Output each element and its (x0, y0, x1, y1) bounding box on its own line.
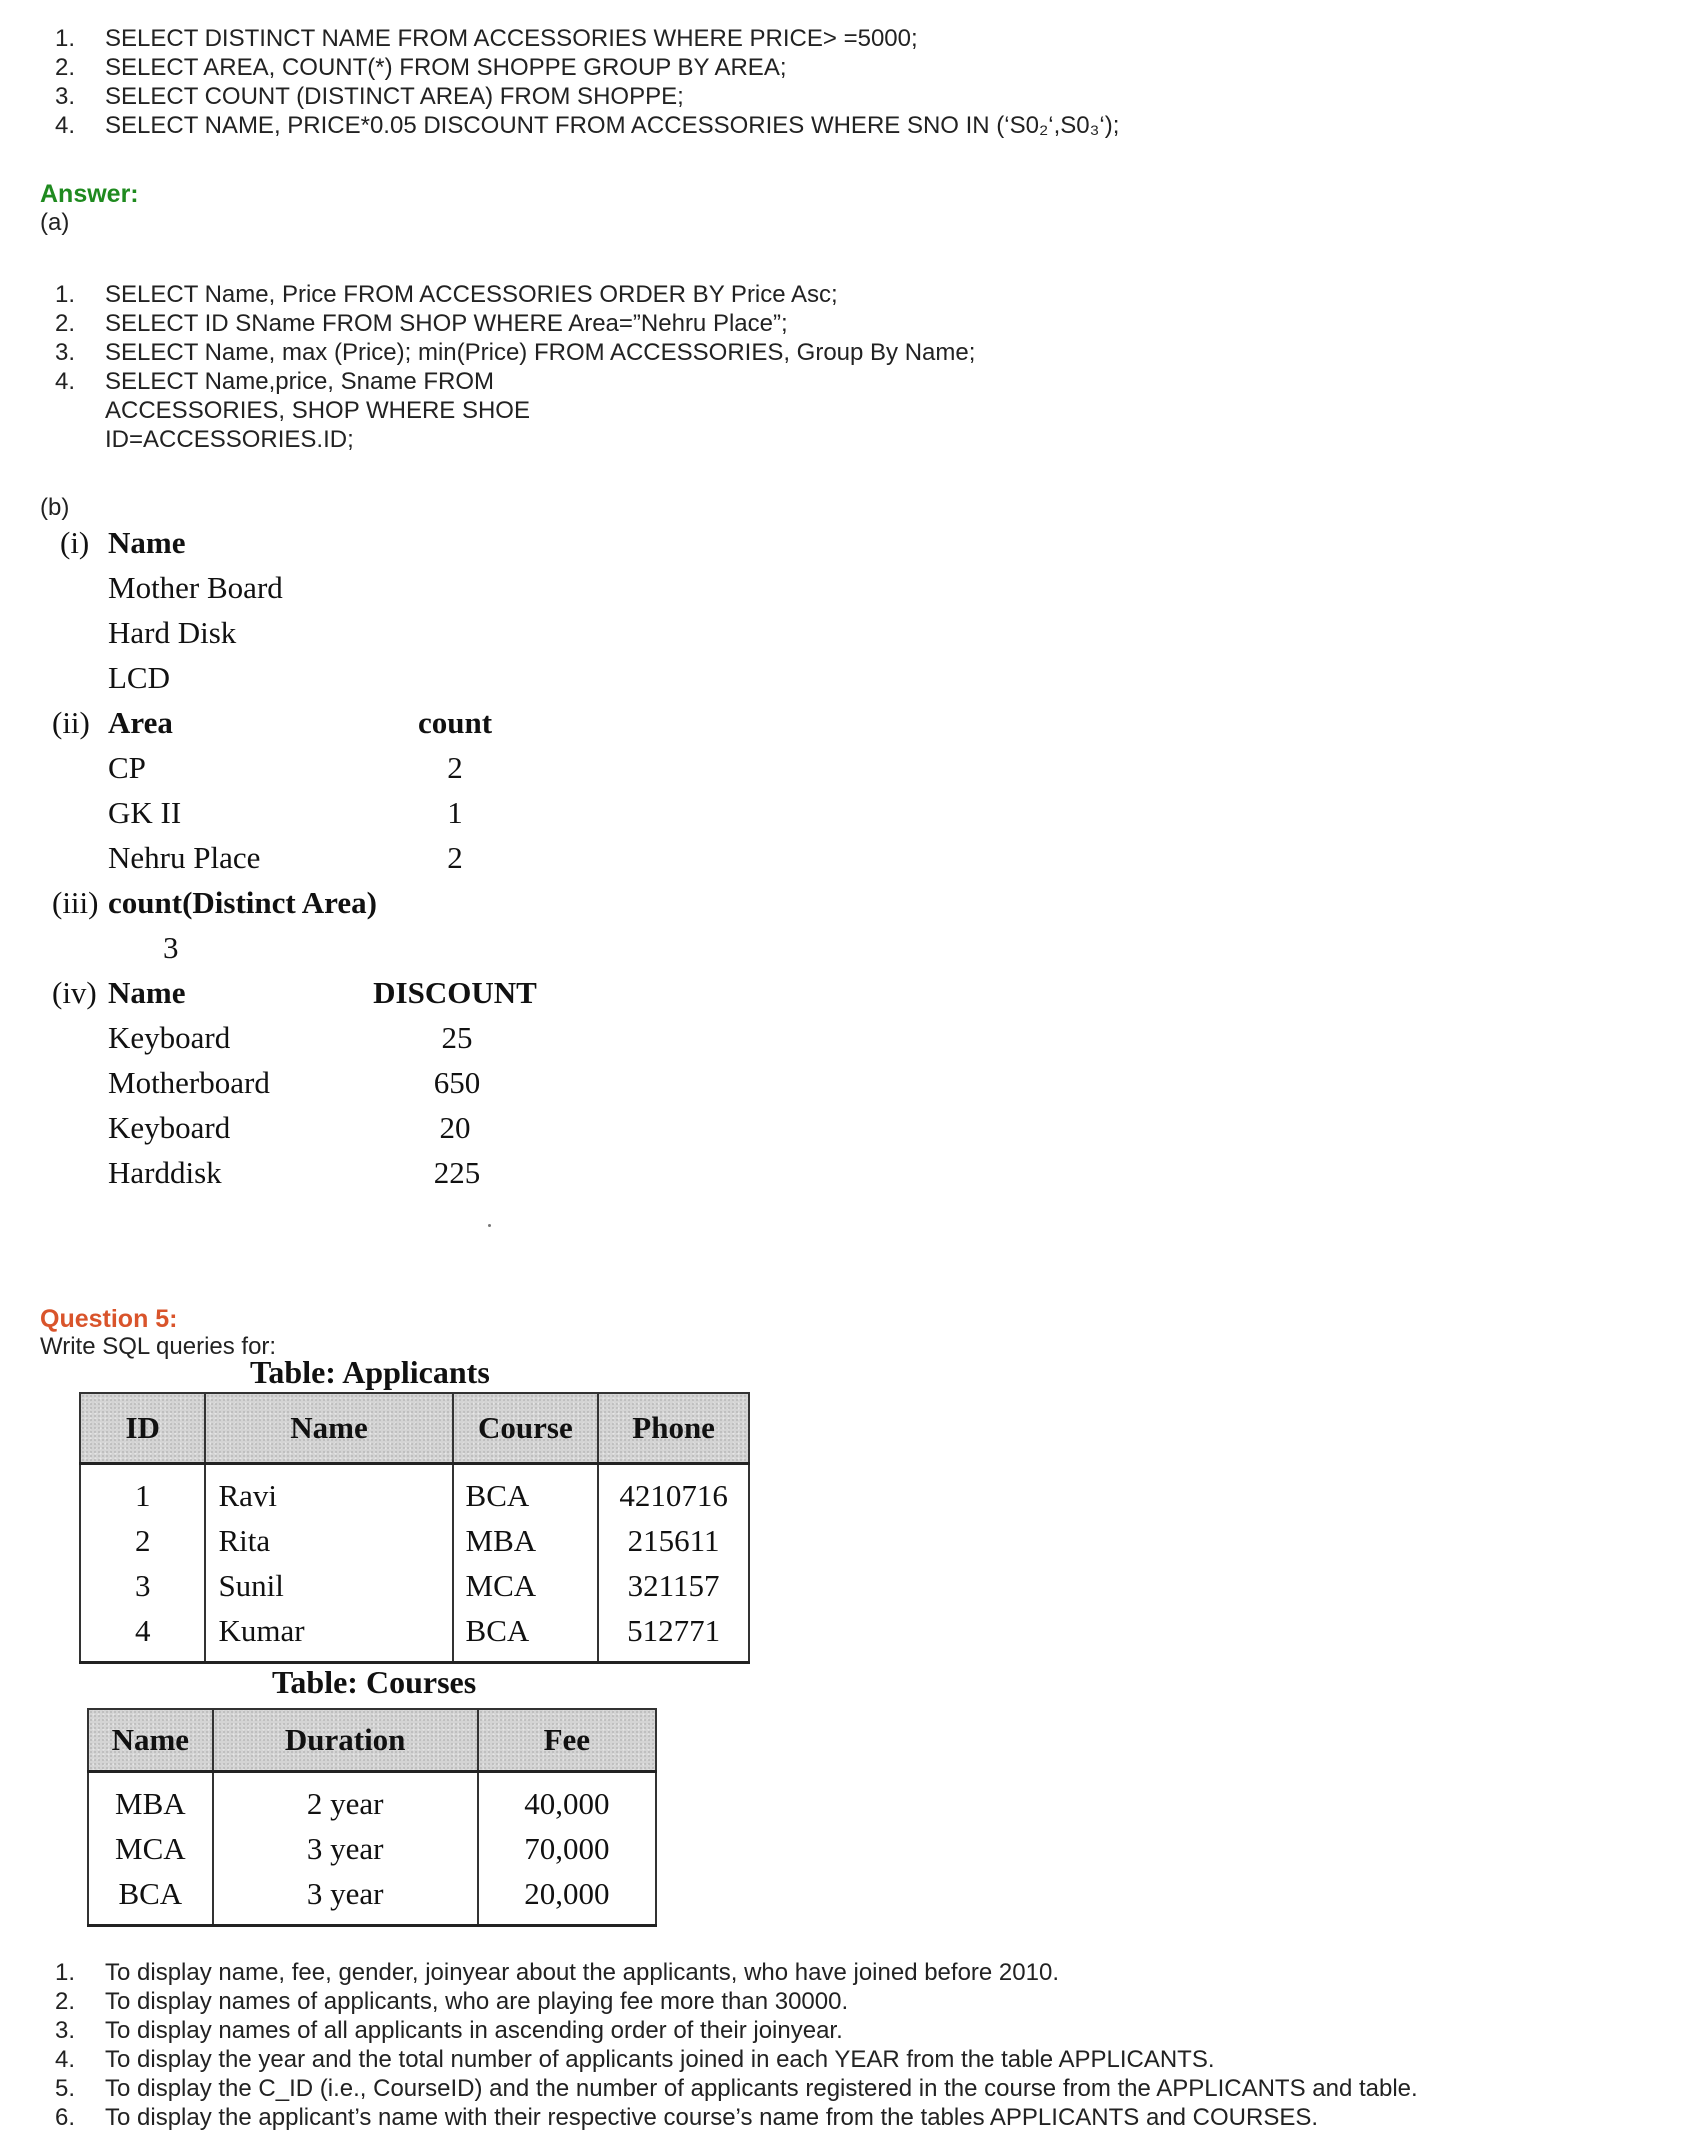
table-cell: 512771 (598, 1608, 749, 1663)
table-cell: Ravi (205, 1464, 452, 1519)
table-cell: BCA (453, 1464, 599, 1519)
table-header-row (80, 1393, 749, 1464)
table-cell: 321157 (598, 1563, 749, 1608)
task-text: To display name, fee, gender, joinyear about the applicants, who have joined before 2010. (105, 1959, 1059, 1986)
query-text: SELECT DISTINCT NAME FROM ACCESSORIES WHERE PRICE> =5000; (105, 25, 918, 52)
table-cell: MCA (453, 1563, 599, 1608)
task-text: To display names of applicants, who are playing fee more than 30000. (105, 1988, 849, 2015)
question-heading: Question 5: (40, 1305, 178, 1333)
part-b-ii-label: (ii) (52, 705, 90, 740)
table-cell: BCA (88, 1871, 213, 1926)
table-row (88, 1772, 656, 1827)
result-cell: 25 (441, 1020, 473, 1055)
column-header: Duration (213, 1709, 478, 1772)
table-row (80, 1518, 749, 1563)
table-row (80, 1464, 749, 1519)
table-cell: 70,000 (478, 1826, 656, 1871)
column-header: Course (453, 1393, 599, 1464)
table-cell: 2 year (213, 1772, 478, 1827)
table-cell: 2 (80, 1518, 205, 1563)
list-number: 4. (55, 2046, 76, 2073)
list-number: 1. (55, 1959, 76, 1986)
query-text: SELECT ID SName FROM SHOP WHERE Area=”Nehru Place”; (105, 310, 788, 337)
result-cell: 2 (447, 840, 463, 875)
question-intro: Write SQL queries for: (40, 1333, 277, 1360)
result-cell: 650 (433, 1065, 481, 1100)
result-cell: GK II (108, 795, 182, 830)
table-cell: Rita (205, 1518, 452, 1563)
applicants-table (79, 1392, 750, 1664)
result-cell: Motherboard (108, 1065, 270, 1100)
table-cell: BCA (453, 1608, 599, 1663)
list-number: 3. (55, 339, 76, 366)
list-number: 3. (55, 83, 76, 110)
table-cell: 1 (80, 1464, 205, 1519)
table-row (88, 1871, 656, 1926)
query-text: ACCESSORIES, SHOP WHERE SHOE (105, 397, 530, 424)
list-number: 1. (55, 281, 76, 308)
part-b-iv-header-discount: DISCOUNT (373, 975, 537, 1010)
table-cell: 215611 (598, 1518, 749, 1563)
part-b-iv-header-name: Name (108, 975, 186, 1010)
query-text: SELECT Name, Price FROM ACCESSORIES ORDER BY Price Asc; (105, 281, 838, 308)
table-cell: MCA (88, 1826, 213, 1871)
part-b-i-header: Name (108, 525, 186, 560)
part-b-iii-label: (iii) (52, 885, 99, 920)
part-b-i-label: (i) (60, 525, 90, 560)
courses-table (87, 1708, 657, 1927)
courses-table-title: Table: Courses (272, 1664, 477, 1700)
part-b-iii-header: count(Distinct Area) (108, 885, 377, 920)
table-row (80, 1563, 749, 1608)
column-header: Phone (598, 1393, 749, 1464)
list-number: 4. (55, 368, 76, 395)
result-cell: Keyboard (108, 1020, 231, 1055)
applicants-table-title: Table: Applicants (250, 1354, 490, 1390)
list-number: 6. (55, 2104, 76, 2131)
table-cell: 3 (80, 1563, 205, 1608)
table-cell: 4 (80, 1608, 205, 1663)
result-cell: CP (108, 750, 146, 785)
result-cell: 3 (163, 930, 179, 965)
result-cell: Keyboard (108, 1110, 231, 1145)
table-cell: MBA (453, 1518, 599, 1563)
task-text: To display the applicant’s name with their respective course’s name from the tables APPLICANTS and COURSES. (105, 2104, 1319, 2131)
list-number: 2. (55, 1988, 76, 2015)
result-cell: Harddisk (108, 1155, 222, 1190)
column-header: Fee (478, 1709, 656, 1772)
query-text: SELECT AREA, COUNT(*) FROM SHOPPE GROUP BY AREA; (105, 54, 787, 81)
task-text: To display names of all applicants in ascending order of their joinyear. (105, 2017, 843, 2044)
table-cell: 3 year (213, 1826, 478, 1871)
list-number: 1. (55, 25, 76, 52)
query-text: SELECT NAME, PRICE*0.05 DISCOUNT FROM ACCESSORIES WHERE SNO IN (‘S0₂‘,S0₃‘); (105, 112, 1120, 139)
table-cell: MBA (88, 1772, 213, 1827)
result-cell: Mother Board (108, 570, 283, 605)
query-text: SELECT COUNT (DISTINCT AREA) FROM SHOPPE; (105, 83, 684, 110)
result-cell: 2 (447, 750, 463, 785)
list-number: 3. (55, 2017, 76, 2044)
result-cell: Nehru Place (108, 840, 261, 875)
table-row (88, 1826, 656, 1871)
result-cell: 225 (433, 1155, 481, 1190)
task-text: To display the C_ID (i.e., CourseID) and the number of applicants registered in the course from the APPLICANTS and table. (105, 2075, 1418, 2102)
result-cell: LCD (108, 660, 170, 695)
part-b-ii-header-area: Area (108, 705, 173, 740)
answer-heading: Answer: (40, 180, 139, 208)
query-text: SELECT Name,price, Sname FROM (105, 368, 495, 395)
table-header-row (88, 1709, 656, 1772)
column-header: Name (88, 1709, 213, 1772)
scan-speck (488, 1224, 491, 1227)
table-cell: 20,000 (478, 1871, 656, 1926)
table-cell: 40,000 (478, 1772, 656, 1827)
table-row (80, 1608, 749, 1663)
result-cell: 1 (447, 795, 463, 830)
table-cell: Sunil (205, 1563, 452, 1608)
part-a-label: (a) (40, 209, 70, 236)
list-number: 2. (55, 54, 76, 81)
task-text: To display the year and the total number of applicants joined in each YEAR from the table APPLICANTS. (105, 2046, 1215, 2073)
query-text: ID=ACCESSORIES.ID; (105, 426, 354, 453)
part-b-ii-header-count: count (417, 705, 493, 740)
table-cell: 3 year (213, 1871, 478, 1926)
query-text: SELECT Name, max (Price); min(Price) FROM ACCESSORIES, Group By Name; (105, 339, 976, 366)
table-cell: 4210716 (598, 1464, 749, 1519)
list-number: 4. (55, 112, 76, 139)
part-b-iv-label: (iv) (52, 975, 97, 1010)
list-number: 5. (55, 2075, 76, 2102)
result-cell: Hard Disk (108, 615, 237, 650)
column-header: ID (80, 1393, 205, 1464)
list-number: 2. (55, 310, 76, 337)
result-cell: 20 (439, 1110, 471, 1145)
table-cell: Kumar (205, 1608, 452, 1663)
column-header: Name (205, 1393, 452, 1464)
part-b-label: (b) (40, 494, 70, 521)
